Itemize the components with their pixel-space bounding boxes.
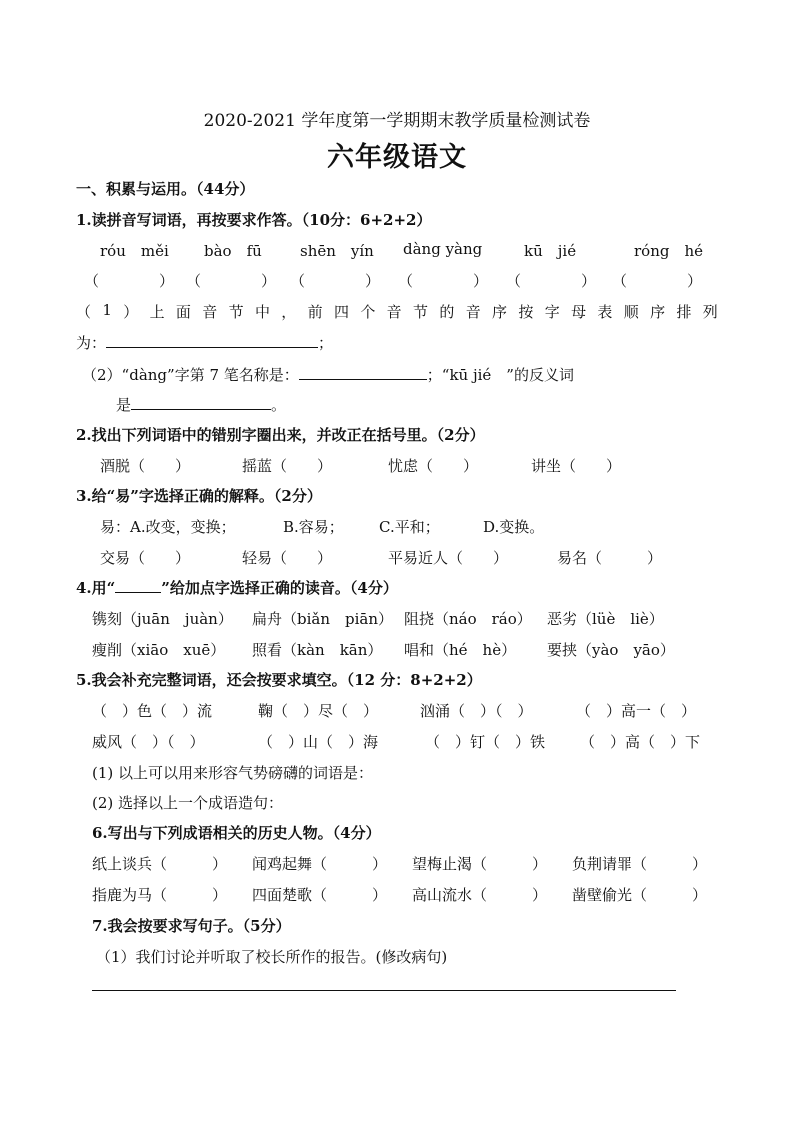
- text-char: 节: [228, 303, 244, 321]
- reading-item[interactable]: 阻挠（náo ráo）: [404, 610, 532, 628]
- reading-item[interactable]: 照看（kàn kān）: [252, 641, 383, 659]
- text-char: 上: [149, 303, 165, 321]
- text-char: 按: [518, 303, 534, 321]
- text-char: 1: [102, 301, 112, 319]
- text-label: 为：: [76, 334, 107, 352]
- q7-sub1: （1）我们讨论并听取了校长所作的报告。(修改病句): [96, 948, 448, 966]
- text-char: 四: [333, 303, 349, 321]
- answer-blank[interactable]: [106, 333, 318, 348]
- answer-blank[interactable]: [299, 365, 427, 380]
- answer-bracket[interactable]: （ ）: [506, 272, 597, 290]
- text-char: 列: [702, 303, 718, 321]
- q3-items-row: [0, 547, 794, 567]
- idiom-item[interactable]: 凿壁偷光（ ）: [572, 886, 708, 904]
- word-item[interactable]: 摇蓝（ ）: [242, 457, 333, 475]
- question-4-title: [76, 577, 398, 598]
- option-text: C.平和；: [379, 518, 440, 536]
- option-text: D.变换。: [483, 518, 545, 536]
- pinyin-item: kū jié: [524, 242, 577, 260]
- q5-row-1: [0, 700, 794, 720]
- pinyin-item: bào fū: [204, 242, 262, 260]
- option-text: 易：A.改变，变换；: [100, 518, 236, 536]
- text-char: 前: [307, 303, 323, 321]
- q6-row-1: [0, 853, 794, 873]
- text-char: 中: [254, 303, 270, 321]
- pinyin-item: dàng yàng: [403, 240, 483, 258]
- option-text: B.容易；: [283, 518, 344, 536]
- pinyin-item: shēn yín: [300, 242, 374, 260]
- text-char: 的: [439, 303, 455, 321]
- idiom-item[interactable]: 四面楚歌（ ）: [252, 886, 388, 904]
- text-char: 音: [386, 303, 402, 321]
- idiom-item[interactable]: （ ）色（ ）流: [92, 702, 213, 720]
- text-label: 是: [116, 396, 132, 414]
- text-char: 节: [413, 303, 429, 321]
- text-char: 母: [571, 303, 587, 321]
- answer-bracket[interactable]: （ ）: [398, 272, 489, 290]
- text-char: 顺: [623, 303, 639, 321]
- idiom-item[interactable]: 负荆请罪（ ）: [572, 855, 708, 873]
- idiom-item[interactable]: 望梅止渴（ ）: [412, 855, 548, 873]
- text-label: 。: [271, 396, 287, 414]
- reading-item[interactable]: 扁舟（biǎn piān）: [252, 610, 394, 628]
- reading-item[interactable]: 瘦削（xiāo xuē）: [92, 641, 226, 659]
- word-item[interactable]: 酒脱（ ）: [100, 457, 191, 475]
- q5-sub2: (2) 选择以上一个成语造句：: [92, 794, 284, 812]
- idiom-item[interactable]: （ ）钉（ ）铁: [425, 733, 546, 751]
- answer-bracket[interactable]: （ ）: [290, 272, 381, 290]
- answer-blank[interactable]: [131, 395, 271, 410]
- text-char: 音: [465, 303, 481, 321]
- idiom-item[interactable]: 汹涌（ ）（ ）: [420, 702, 533, 720]
- text-char: 序: [650, 303, 666, 321]
- answer-bracket[interactable]: （ ）: [84, 272, 175, 290]
- q1-sub2-answer-line: [116, 394, 286, 415]
- text-char: 音: [202, 303, 218, 321]
- idiom-item[interactable]: 鞠（ ）尽（ ）: [258, 702, 379, 720]
- word-item[interactable]: 平易近人（ ）: [388, 549, 509, 567]
- section-title: 一、积累与运用。（44分）: [76, 180, 255, 198]
- q5-sub1: (1) 以上可以用来形容气势磅礴的词语是：: [92, 764, 374, 782]
- reading-item[interactable]: 要挟（yào yāo）: [547, 641, 675, 659]
- q4-row-2: [0, 639, 794, 659]
- q6-row-2: [0, 884, 794, 904]
- word-item[interactable]: 讲坐（ ）: [531, 457, 622, 475]
- reading-item[interactable]: 唱和（hé hè）: [404, 641, 517, 659]
- answer-bracket-row: [0, 270, 794, 290]
- q1-sub1-answer-line: [76, 332, 333, 353]
- text-char: ，: [281, 303, 297, 321]
- idiom-item[interactable]: 指鹿为马（ ）: [92, 886, 228, 904]
- word-item[interactable]: 交易（ ）: [100, 549, 191, 567]
- idiom-item[interactable]: 高山流水（ ）: [412, 886, 548, 904]
- question-5-title: 5.我会补充完整词语，还会按要求填空。（12 分：8+2+2）: [76, 671, 482, 689]
- text-char: 字: [544, 303, 560, 321]
- answer-bracket[interactable]: （ ）: [186, 272, 277, 290]
- idiom-item[interactable]: （ ）高一（ ）: [576, 702, 697, 720]
- underline-mark: [115, 578, 161, 593]
- text-char: （: [76, 303, 92, 321]
- reading-item[interactable]: 镌刻（juān juàn）: [92, 610, 233, 628]
- text-char: 序: [492, 303, 508, 321]
- reading-item[interactable]: 恶劣（lüè liè）: [547, 610, 664, 628]
- idiom-item[interactable]: 威风（ ）（ ）: [92, 733, 205, 751]
- text-label: 4.用“: [76, 579, 116, 597]
- text-label: ”给加点字选择正确的读音。（4分）: [161, 579, 398, 597]
- text-label: （2）“dàng”字第 7 笔名称是：: [82, 366, 299, 384]
- pinyin-item: róu měi: [100, 242, 169, 260]
- idiom-item[interactable]: 纸上谈兵（ ）: [92, 855, 228, 873]
- pinyin-item: róng hé: [634, 242, 704, 260]
- idiom-item[interactable]: 闻鸡起舞（ ）: [252, 855, 388, 873]
- idiom-item[interactable]: （ ）高（ ）下: [580, 733, 701, 751]
- text-char: 表: [597, 303, 613, 321]
- question-6-title: 6.写出与下列成语相关的历史人物。（4分）: [92, 824, 381, 842]
- text-char: 面: [175, 303, 191, 321]
- pinyin-row: [0, 240, 794, 260]
- exam-title: 2020-2021 学年度第一学期期末教学质量检测试卷: [203, 111, 591, 131]
- idiom-item[interactable]: （ ）山（ ）海: [258, 733, 379, 751]
- exam-subject: 六年级语文: [327, 142, 467, 173]
- text-char: ）: [123, 303, 139, 321]
- q2-items-row: [0, 455, 794, 475]
- question-2-title: 2.找出下列词语中的错别字圈出来，并改正在括号里。（2分）: [76, 426, 485, 444]
- word-item[interactable]: 易名（ ）: [557, 549, 663, 567]
- question-7-title: 7.我会按要求写句子。（5分）: [92, 917, 291, 935]
- text-char: 个: [360, 303, 376, 321]
- question-3-title: 3.给“易”字选择正确的解释。（2分）: [76, 487, 322, 505]
- question-1-title: 1.读拼音写词语，再按要求作答。（10分：6+2+2）: [76, 211, 432, 229]
- q3-options-row: [0, 516, 794, 536]
- q4-row-1: [0, 608, 794, 628]
- text-label: ；“kū jié ”的反义词: [426, 366, 574, 384]
- word-item[interactable]: 轻易（ ）: [242, 549, 333, 567]
- text-char: 排: [676, 303, 692, 321]
- q5-row-2: [0, 731, 794, 751]
- answer-bracket[interactable]: （ ）: [612, 272, 703, 290]
- word-item[interactable]: 忧虑（ ）: [388, 457, 479, 475]
- q1-sub1-line: [76, 301, 718, 322]
- text-label: ；: [318, 334, 334, 352]
- q1-sub2-line: [82, 364, 574, 385]
- answer-line[interactable]: [92, 990, 676, 991]
